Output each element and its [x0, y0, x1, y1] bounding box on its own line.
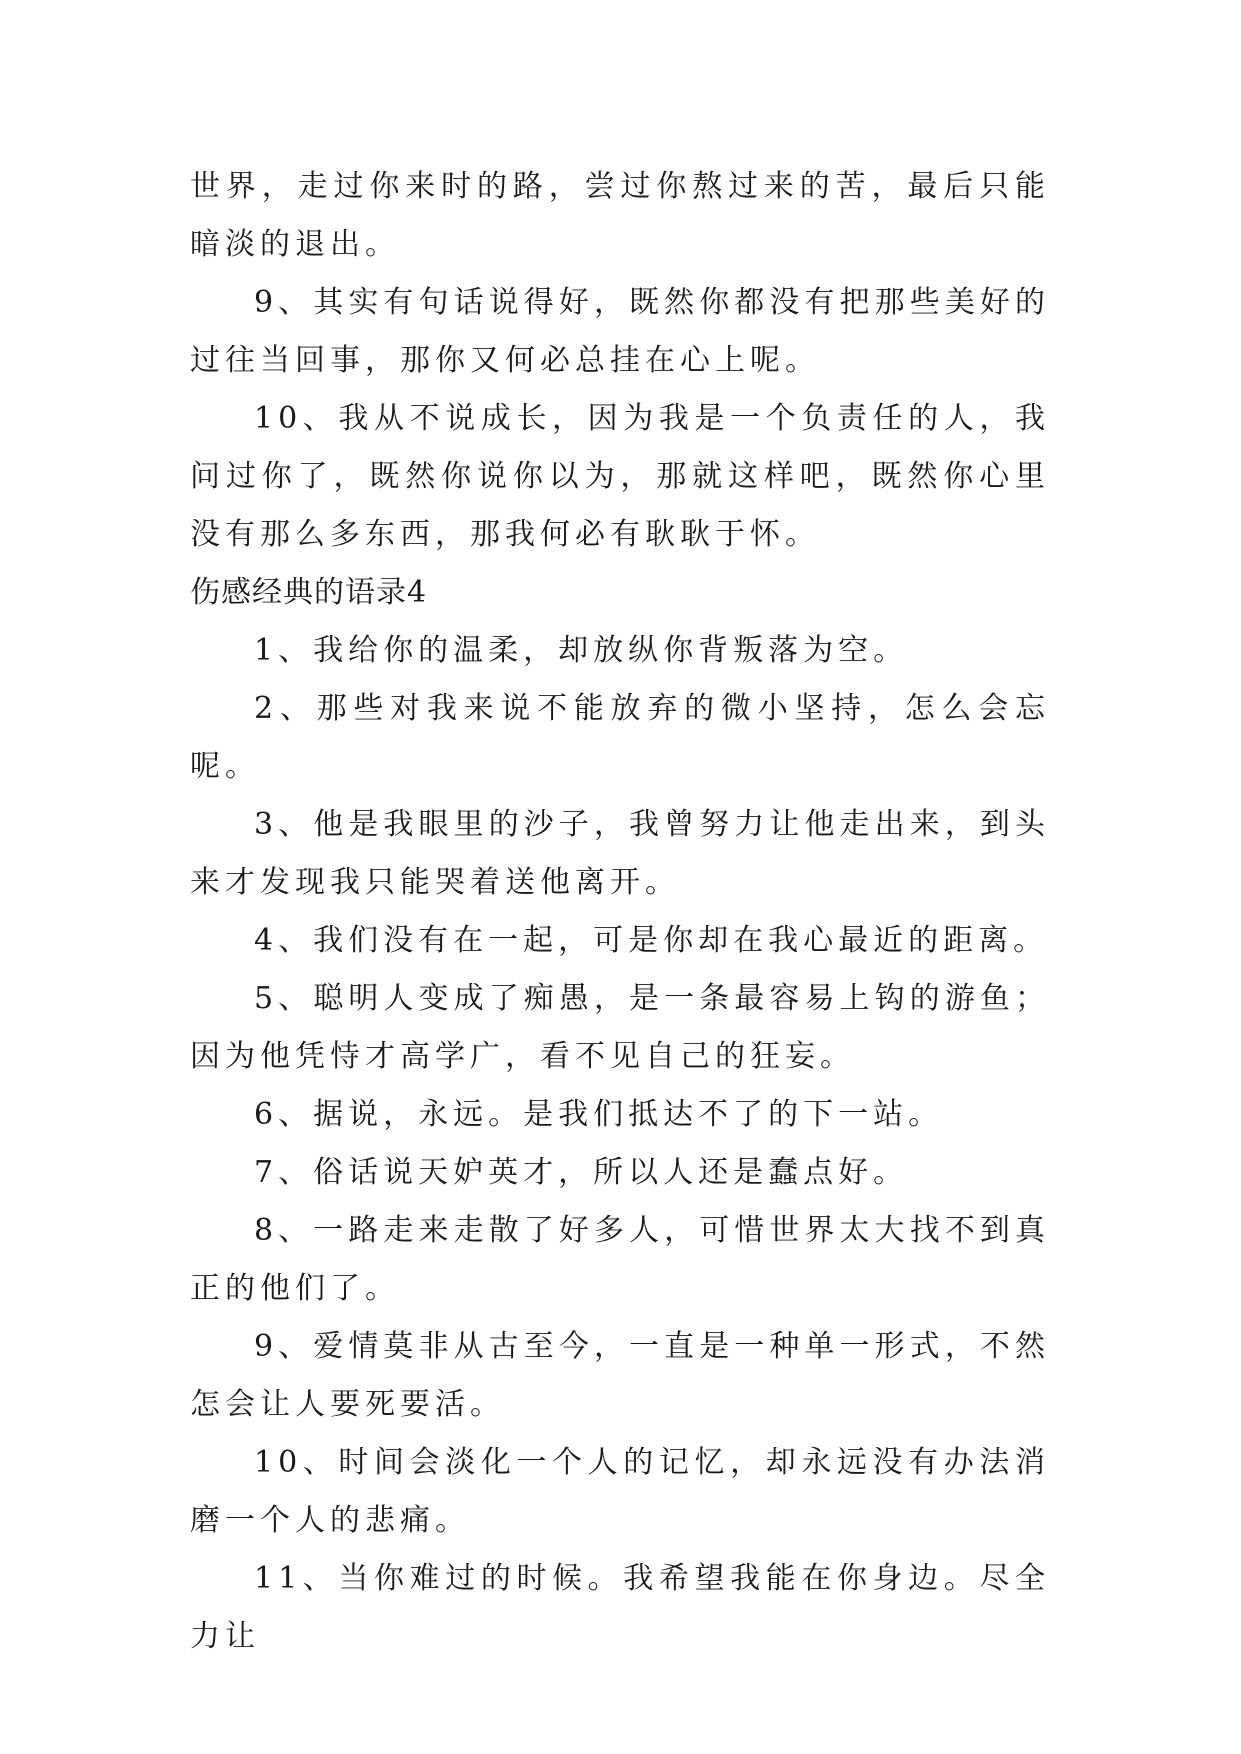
list-item: 11、当你难过的时候。我希望我能在你身边。尽全力让: [190, 1561, 1050, 1654]
section-title: 伤感经典的语录4: [190, 575, 428, 610]
list-item: 10、时间会淡化一个人的记忆，却永远没有办法消磨一个人的悲痛。: [190, 1445, 1050, 1538]
list-item: 9、其实有句话说得好，既然你都没有把那些美好的过往当回事，那你又何必总挂在心上呢。: [190, 285, 1050, 378]
list-item: 5、聪明人变成了痴愚，是一条最容易上钩的游鱼；因为他凭恃才高学广，看不见自己的狂妄。: [190, 981, 1050, 1074]
list-item: 3、他是我眼里的沙子，我曾努力让他走出来，到头来才发现我只能哭着送他离开。: [190, 807, 1050, 900]
list-item: 6、据说，永远。是我们抵达不了的下一站。: [254, 1097, 944, 1132]
list-item: 8、一路走来走散了好多人，可惜世界太大找不到真正的他们了。: [190, 1213, 1050, 1306]
list-item: 4、我们没有在一起，可是你却在我心最近的距离。: [254, 923, 1049, 958]
continuation-paragraph: 世界，走过你来时的路，尝过你熬过来的苦，最后只能暗淡的退出。: [190, 169, 1050, 262]
list-item: 7、俗话说天妒英才，所以人还是蠢点好。: [254, 1155, 909, 1190]
list-item: 9、爱情莫非从古至今，一直是一种单一形式，不然怎会让人要死要活。: [190, 1329, 1050, 1422]
list-item: 2、那些对我来说不能放弃的微小坚持，怎么会忘呢。: [190, 691, 1050, 784]
list-item: 1、我给你的温柔，却放纵你背叛落为空。: [254, 633, 909, 668]
list-item: 10、我从不说成长，因为我是一个负责任的人，我问过你了，既然你说你以为，那就这样吧，既然你心里没有那么多东西，那我何必有耿耿于怀。: [190, 401, 1050, 552]
document-page: [190, 158, 1050, 1666]
